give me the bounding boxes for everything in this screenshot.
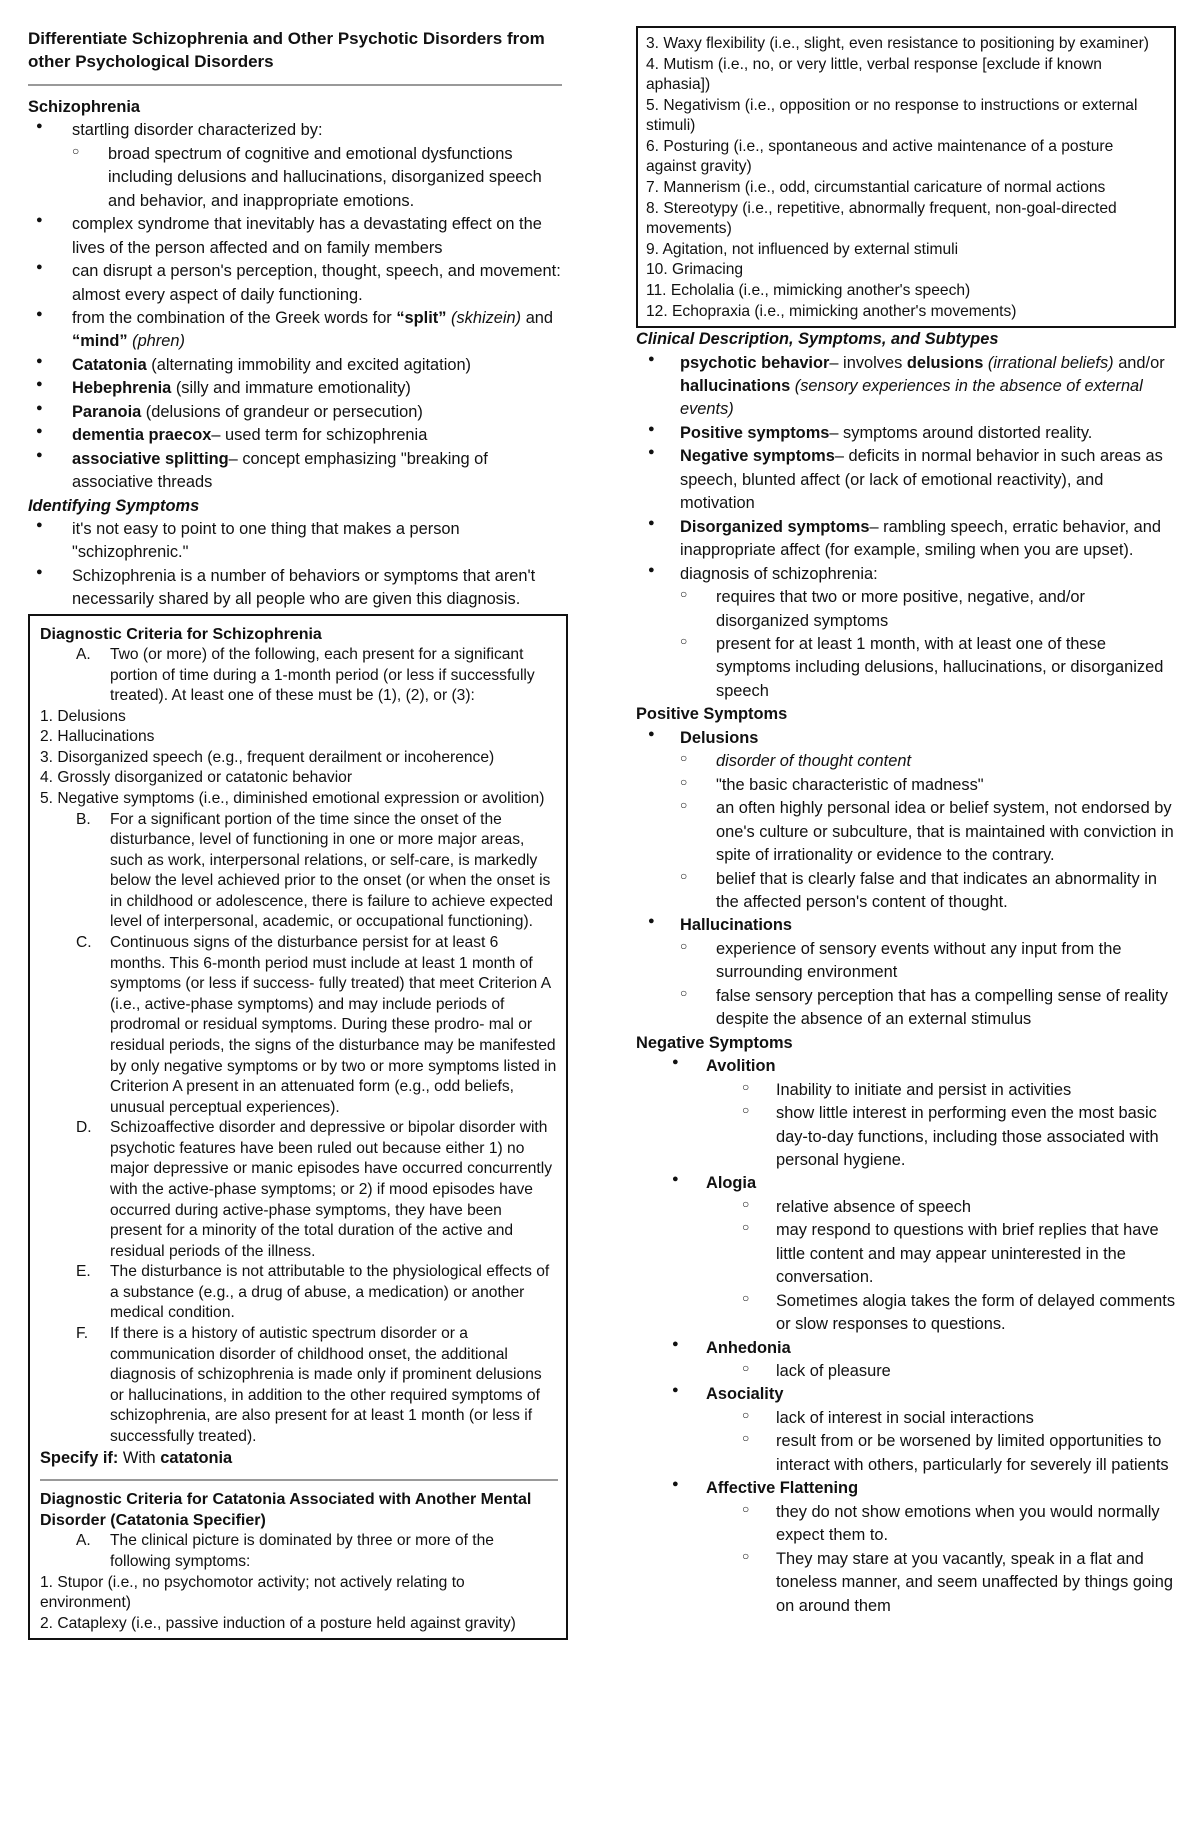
list-item: ● Negative symptoms– deficits in normal behavior in such areas as speech, blunted affect (or lack of emotional reactivity), and motivation (636, 445, 1176, 515)
list-item: ● Hallucinations ○ experience of sensory events without any input from the surrounding environment ○ false sensory perception that has a compelling sense of reality despite the absence of an external stimulus (636, 914, 1176, 1031)
criterion-e: E. The disturbance is not attributable to the physiological effects of a substance (e.g., a drug of abuse, a medication) or another medical condition. (76, 1263, 550, 1322)
list-item: ● Alogia (636, 1172, 1176, 1195)
divider (40, 1479, 558, 1481)
identifying-heading: Identifying Symptoms (28, 496, 200, 515)
criteria-heading: Diagnostic Criteria for Schizophrenia (40, 625, 322, 643)
negative-heading: Negative Symptoms (636, 1033, 793, 1052)
list-item: ● from the combination of the Greek words for “split” (skhizein) and “mind” (phren) (28, 307, 568, 354)
left-column (28, 28, 568, 1640)
list-item: ○ broad spectrum of cognitive and emotional dysfunctions including delusions and hallucinations, disorganized speech and behavior, and inappropriate emotions. (72, 143, 568, 213)
list-item: ○ They may stare at you vacantly, speak in a flat and toneless manner, and seem unaffected by things going on around them (636, 1548, 1176, 1618)
catatonia-item: 6. Posturing (i.e., spontaneous and active maintenance of a posture against gravity) (646, 137, 1114, 176)
catatonia-spec-heading: Diagnostic Criteria for Catatonia Associated with Another Mental Disorder (Catatonia Specifier) (40, 1491, 532, 1530)
list-item: ○ lack of pleasure (636, 1360, 1176, 1383)
schizophrenia-heading: Schizophrenia (28, 97, 141, 116)
sub-list (636, 1360, 1176, 1383)
list-item: ○ result from or be worsened by limited opportunities to interact with others, particularly for severely ill patients (636, 1430, 1176, 1477)
catatonia-continued-box (636, 26, 1176, 328)
sub-list (636, 1196, 1176, 1337)
list-item: ● dementia praecox– used term for schizophrenia (28, 424, 568, 447)
sub-list (680, 586, 1176, 703)
sub-list (680, 938, 1176, 1032)
list-item: ○ Sometimes alogia takes the form of delayed comments or slow responses to questions. (636, 1290, 1176, 1337)
catatonia-item: 4. Mutism (i.e., no, or very little, verbal response [exclude if known aphasia]) (646, 55, 1102, 94)
positive-list (636, 727, 1176, 1032)
list-item: ● Positive symptoms– symptoms around distorted reality. (636, 422, 1176, 445)
positive-heading: Positive Symptoms (636, 705, 788, 724)
list-item: ○ present for at least 1 month, with at least one of these symptoms including delusions, hallucinations, or disorganized speech (680, 633, 1176, 703)
clinical-list (636, 352, 1176, 704)
right-column (636, 26, 1176, 1618)
list-item: ● Delusions ○ disorder of thought content ○ "the basic characteristic of madness" ○ an often highly personal idea or belief system, not endorsed by one's culture or subculture, that is maintained with conviction in spite of irrationality or evidence to the contrary. ○ belief that is clearly false and that indicates an abnormality in the affected person's content of thought. (636, 727, 1176, 915)
catatonia-item: 8. Stereotypy (i.e., repetitive, abnormally frequent, non-goal-directed movements) (646, 199, 1117, 238)
list-item: ● Anhedonia (636, 1337, 1176, 1360)
sub-list (72, 143, 568, 213)
list-item: ● Hebephrenia (silly and immature emotionality) (28, 377, 568, 400)
sub-list (636, 1079, 1176, 1173)
list-item: ● it's not easy to point to one thing that makes a person "schizophrenic." (28, 518, 568, 565)
catatonia-item: 12. Echopraxia (i.e., mimicking another's movements) (646, 302, 1017, 320)
catatonia-item: 7. Mannerism (i.e., odd, circumstantial caricature of normal actions (646, 179, 1106, 197)
list-item: ○ may respond to questions with brief replies that have little content and may appear uninterested in the conversation. (636, 1219, 1176, 1289)
sub-list (636, 1501, 1176, 1618)
list-item: ○ disorder of thought content (680, 750, 1176, 773)
sub-list (680, 750, 1176, 914)
identifying-list (28, 518, 568, 612)
list-item: ○ relative absence of speech (636, 1196, 1176, 1219)
criterion-f: F. If there is a history of autistic spectrum disorder or a communication disorder of childhood onset, the additional diagnosis of schizophrenia is made only if prominent delusions or hallucinations, in addition to the other required symptoms of schizophrenia, are also present for at least 1 month (or less if successfully treated). (76, 1325, 542, 1445)
criterion-item: 5. Negative symptoms (i.e., diminished emotional expression or avolition) (40, 790, 545, 807)
page-title: Differentiate Schizophrenia and Other Psychotic Disorders from other Psychological Disorders (28, 29, 545, 71)
catatonia-item: 11. Echolalia (i.e., mimicking another's speech) (646, 281, 971, 299)
clinical-heading: Clinical Description, Symptoms, and Subtypes (636, 330, 999, 349)
list-item: ○ lack of interest in social interactions (636, 1407, 1176, 1430)
sub-list (636, 1407, 1176, 1477)
divider (28, 84, 562, 86)
list-item: ● Schizophrenia is a number of behaviors or symptoms that aren't necessarily shared by all people who are given this diagnosis. (28, 565, 568, 612)
catatonia-criterion-a: A. The clinical picture is dominated by three or more of the following symptoms: (76, 1532, 494, 1570)
catatonia-item: 2. Cataplexy (i.e., passive induction of a posture held against gravity) (40, 1614, 516, 1632)
negative-list (636, 1055, 1176, 1078)
list-item: ○ an often highly personal idea or belief system, not endorsed by one's culture or subculture, that is maintained with conviction in spite of irrationality or evidence to the contrary. (680, 797, 1176, 867)
list-item: ● Paranoia (delusions of grandeur or persecution) (28, 401, 568, 424)
criterion-item: 3. Disorganized speech (e.g., frequent derailment or incoherence) (40, 748, 495, 766)
list-item: ● can disrupt a person's perception, thought, speech, and movement: almost every aspect of daily functioning. (28, 260, 568, 307)
list-item: ● complex syndrome that inevitably has a devastating effect on the lives of the person affected and on family members (28, 213, 568, 260)
catatonia-item: 1. Stupor (i.e., no psychomotor activity; not actively relating to environment) (40, 1573, 465, 1612)
list-item: ● Disorganized symptoms– rambling speech, erratic behavior, and inappropriate affect (for example, smiling when you are upset). (636, 516, 1176, 563)
criterion-d: D. Schizoaffective disorder and depressive or bipolar disorder with psychotic features have been ruled out because either 1) no major depressive or manic episodes have occurred concurrently with the active-phase symptoms; or 2) if mood episodes have occurred during active-phase symptoms, they have been present for a minority of the total duration of the active and residual periods of the illness. (76, 1119, 553, 1260)
list-item: ○ "the basic characteristic of madness" (680, 774, 1176, 797)
schizophrenia-list (28, 119, 568, 494)
criterion-b: B. For a significant portion of the time since the onset of the disturbance, level of functioning in one or more major areas, such as work, interpersonal relations, or self-care, is markedly below the level achieved prior to the onset (or when the onset is in childhood or adolescence, there is failure to achieve expected level of interpersonal, academic, or occupational functioning). (76, 810, 553, 931)
list-item: ○ experience of sensory events without any input from the surrounding environment (680, 938, 1176, 985)
list-item: ○ requires that two or more positive, negative, and/or disorganized symptoms (680, 586, 1176, 633)
catatonia-item: 9. Agitation, not influenced by external stimuli (646, 240, 959, 258)
list-item: ○ show little interest in performing even the most basic day-to-day functions, including those associated with personal hygiene. (636, 1102, 1176, 1172)
list-item: ○ belief that is clearly false and that indicates an abnormality in the affected person's content of thought. (680, 868, 1176, 915)
list-item: ● Affective Flattening (636, 1477, 1176, 1500)
criterion-item: 2. Hallucinations (40, 728, 155, 746)
negative-list (636, 1337, 1176, 1360)
criterion-item: 4. Grossly disorganized or catatonic behavior (40, 769, 353, 787)
list-item: ● Catatonia (alternating immobility and excited agitation) (28, 354, 568, 377)
list-item: ● psychotic behavior– involves delusions (irrational beliefs) and/or hallucinations (sensory experiences in the absence of external events) (636, 352, 1176, 422)
criterion-c: C. Continuous signs of the disturbance persist for at least 6 months. This 6-month period must include at least 1 month of symptoms (or less if success- fully treated) that meet Criterion A (i.e., active-phase symptoms) and may include periods of prodromal or residual symptoms. During these prodro- mal or residual periods, the signs of the disturbance may be manifested by only negative symptoms or by two or more symptoms listed in Criterion A present in an attenuated form (e.g., odd beliefs, unusual perceptual experiences). (76, 934, 557, 1116)
list-item: ○ they do not show emotions when you would normally expect them to. (636, 1501, 1176, 1548)
list-item: ○ Inability to initiate and persist in activities (636, 1079, 1176, 1102)
list-item: ● Asociality (636, 1383, 1176, 1406)
criterion-item: 1. Delusions (40, 707, 126, 725)
criteria-box (28, 614, 568, 1640)
catatonia-item: 3. Waxy flexibility (i.e., slight, even resistance to positioning by examiner) (646, 35, 1149, 52)
negative-list (636, 1383, 1176, 1406)
catatonia-item: 5. Negativism (i.e., opposition or no response to instructions or external stimuli) (646, 96, 1138, 135)
negative-list (636, 1477, 1176, 1500)
list-item: ● startling disorder characterized by: ○ broad spectrum of cognitive and emotional dysfunctions including delusions and hallucinations, disorganized speech and behavior, and inappropriate emotions. (28, 119, 568, 213)
criterion-a: A. Two (or more) of the following, each present for a significant portion of time during a 1-month period (or less if successfully treated). At least one of these must be (1), (2), or (3): (76, 645, 535, 705)
negative-list (636, 1172, 1176, 1195)
catatonia-item: 10. Grimacing (646, 261, 744, 279)
list-item: ○ false sensory perception that has a compelling sense of reality despite the absence of an external stimulus (680, 985, 1176, 1032)
list-item: ● associative splitting– concept emphasizing "breaking of associative threads (28, 448, 568, 495)
specify-line: Specify if: With catatonia (40, 1448, 233, 1467)
list-item: ● diagnosis of schizophrenia: ○ requires that two or more positive, negative, and/or disorganized symptoms ○ present for at least 1 month, with at least one of these symptoms including delusions, hallucinations, or disorganized speech (636, 563, 1176, 704)
list-item: ● Avolition (636, 1055, 1176, 1078)
